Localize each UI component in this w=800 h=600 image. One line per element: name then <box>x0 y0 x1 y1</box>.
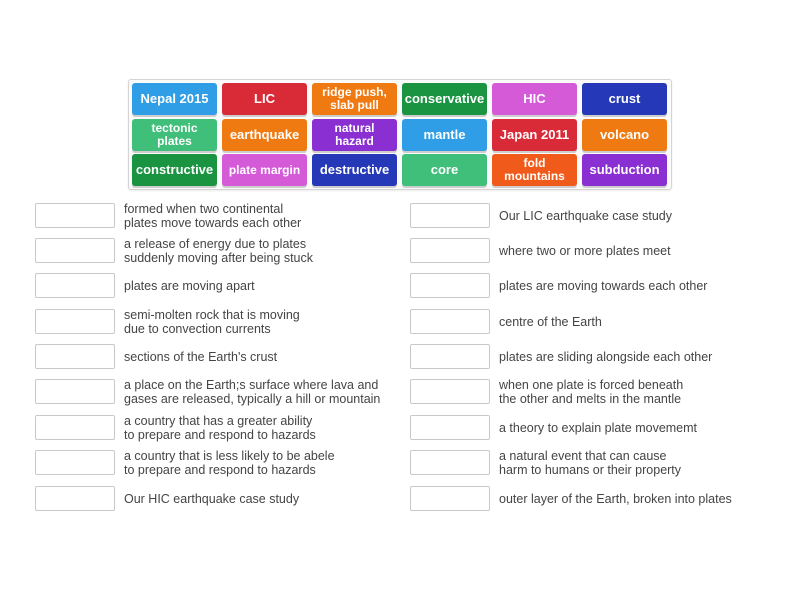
word-tile[interactable] <box>402 154 487 186</box>
word-tile[interactable] <box>312 154 397 186</box>
word-tile-label: ridge push, slab pull <box>322 85 387 112</box>
clue-text: Our LIC earthquake case study <box>499 209 673 223</box>
word-tile[interactable] <box>582 119 667 151</box>
word-tile-label: conservative <box>404 91 485 107</box>
answer-drop-box[interactable] <box>410 344 490 369</box>
clue-text: Our HIC earthquake case study <box>124 492 300 506</box>
answer-drop-box[interactable] <box>35 273 115 298</box>
word-tile-label: destructive <box>319 162 390 178</box>
answer-drop-box[interactable] <box>410 486 490 511</box>
clue-text: sections of the Earth's crust <box>124 350 278 364</box>
answer-drop-box[interactable] <box>410 450 490 475</box>
word-tile-label: plate margin <box>228 162 301 177</box>
answer-drop-box[interactable] <box>35 309 115 334</box>
word-tile[interactable] <box>132 154 217 186</box>
answer-drop-box[interactable] <box>35 486 115 511</box>
answer-drop-box[interactable] <box>410 203 490 228</box>
clue-text: outer layer of the Earth, broken into plates <box>499 492 732 506</box>
clue-text: a natural event that can cause harm to humans or their property <box>499 449 682 477</box>
answer-drop-box[interactable] <box>410 415 490 440</box>
answer-drop-box[interactable] <box>410 309 490 334</box>
clue-text: plates are moving towards each other <box>499 279 708 293</box>
word-tile-label: Japan 2011 <box>499 127 570 143</box>
word-tile[interactable] <box>402 83 487 115</box>
answer-drop-box[interactable] <box>410 238 490 263</box>
word-tile-label: crust <box>608 91 641 107</box>
word-tile[interactable] <box>132 119 217 151</box>
clue-text: centre of the Earth <box>499 315 602 329</box>
clue-text: a country that is less likely to be abele to prepare and respond to hazards <box>124 449 335 477</box>
word-tile-label: HIC <box>523 91 546 107</box>
clue-text: plates are sliding alongside each other <box>499 350 713 364</box>
answer-drop-box[interactable] <box>35 415 115 440</box>
word-tile[interactable] <box>312 119 397 151</box>
word-tile-label: subduction <box>589 162 660 178</box>
clue-text: a release of energy due to plates suddenly moving after being stuck <box>124 237 313 265</box>
answer-drop-box[interactable] <box>410 273 490 298</box>
answer-drop-box[interactable] <box>410 379 490 404</box>
word-bank <box>128 79 672 190</box>
answer-drop-box[interactable] <box>35 238 115 263</box>
clue-text: a place on the Earth;s surface where lava and gases are released, typically a hill or mountain <box>124 378 381 406</box>
clue-text: semi-molten rock that is moving due to convection currents <box>124 308 300 336</box>
word-tile-label: volcano <box>599 127 650 143</box>
word-tile[interactable] <box>222 119 307 151</box>
word-tile[interactable] <box>492 119 577 151</box>
word-tile[interactable] <box>222 154 307 186</box>
clue-text: a country that has a greater ability to prepare and respond to hazards <box>124 414 316 442</box>
clue-text: a theory to explain plate movememt <box>499 421 698 435</box>
word-tile-label: Nepal 2015 <box>140 91 209 107</box>
word-tile-label: tectonic plates <box>151 121 198 148</box>
clue-text: when one plate is forced beneath the other and melts in the mantle <box>499 378 684 406</box>
word-tile[interactable] <box>492 154 577 186</box>
word-tile-label: LIC <box>254 91 275 107</box>
word-tile[interactable] <box>402 119 487 151</box>
word-tile[interactable] <box>132 83 217 115</box>
word-tile-label: core <box>430 162 459 178</box>
word-tile-label: natural hazard <box>334 121 375 148</box>
answer-drop-box[interactable] <box>35 344 115 369</box>
word-tile[interactable] <box>492 83 577 115</box>
word-tile-label: fold mountains <box>504 156 565 183</box>
word-tile-label: earthquake <box>229 127 300 143</box>
word-tile[interactable] <box>582 154 667 186</box>
clue-text: formed when two continental plates move towards each other <box>124 202 302 230</box>
answer-drop-box[interactable] <box>35 450 115 475</box>
answer-drop-box[interactable] <box>35 379 115 404</box>
clue-text: plates are moving apart <box>124 279 255 293</box>
word-tile-label: mantle <box>423 127 466 143</box>
word-tile[interactable] <box>222 83 307 115</box>
word-tile[interactable] <box>582 83 667 115</box>
word-tile[interactable] <box>312 83 397 115</box>
clue-text: where two or more plates meet <box>499 244 671 258</box>
answer-drop-box[interactable] <box>35 203 115 228</box>
word-tile-label: constructive <box>135 162 214 178</box>
